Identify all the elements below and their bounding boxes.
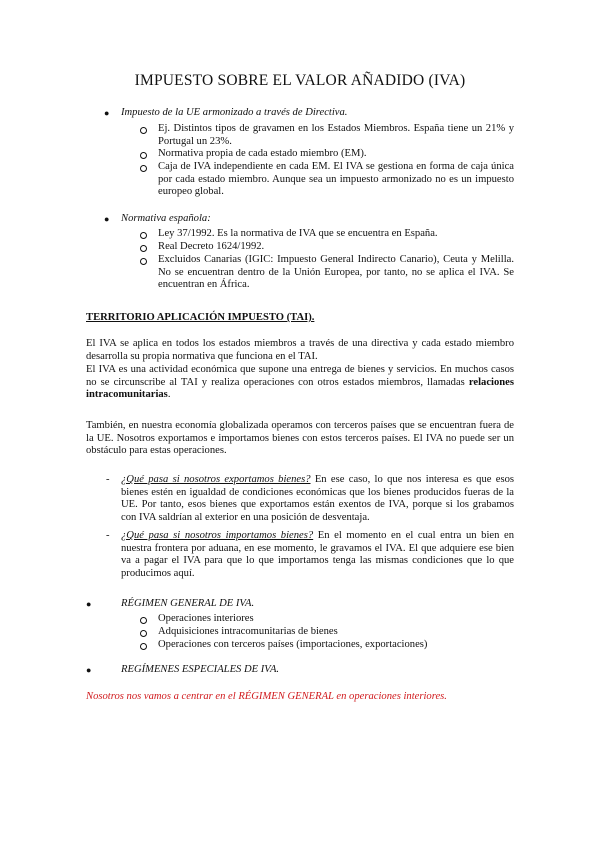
bullet-dot: ● — [104, 108, 110, 118]
answer-text: En ese caso, lo que nos interesa es que esos bienes estén en igualdad de condiciones económicas que los bienes producidos fueras de la UE. Por tanto, esos bienes que exportamos están exentos de IVA, porque si los grabamos con IVA saldrían al exterior en una posición de desventaja. — [121, 474, 515, 523]
section1-heading: Impuesto de la UE armonizado a través de Directiva. — [121, 107, 348, 118]
regimen-item: Operaciones interiores — [158, 613, 254, 624]
regimen-item: Adquisiciones intracomunitarias de bienes — [158, 626, 338, 637]
circle-bullet-icon — [140, 258, 147, 265]
question-text: ¿Qué pasa si nosotros exportamos bienes? — [121, 474, 311, 485]
regimenes-especiales-heading: REGÍMENES ESPECIALES DE IVA. — [121, 664, 280, 675]
section2-item: Ley 37/1992. Es la normativa de IVA que se encuentra en España. — [158, 228, 438, 239]
circle-bullet-icon — [140, 127, 147, 134]
bullet-dot: ● — [86, 665, 92, 675]
question-item — [121, 530, 514, 580]
section1-item: Ej. Distintos tipos de gravamen en los Estados Miembros. España tiene un 21% y Portugal un 23%. — [158, 123, 514, 147]
circle-bullet-icon — [140, 232, 147, 239]
circle-bullet-icon — [140, 617, 147, 624]
section2-item: Real Decreto 1624/1992. — [158, 241, 265, 252]
circle-bullet-icon — [140, 152, 147, 159]
question-item — [121, 474, 514, 524]
tai-paragraph-1: El IVA se aplica en todos los estados miembros a través de una directiva y cada estado miembro desarrolla su propia normativa que funciona en el TAI. — [86, 338, 514, 362]
bullet-dot: ● — [86, 599, 92, 609]
section2-item: Excluidos Canarias (IGIC: Impuesto General Indirecto Canario), Ceuta y Melilla. No se encuentran dentro de la Unión Europea, por tanto, no se aplica el IVA. Se encuentran en África. — [158, 254, 514, 291]
section1-item: Caja de IVA independiente en cada EM. El IVA se gestiona en forma de caja única por cada estado miembro. Aunque sea un impuesto armonizado no es un impuesto europeo global. — [158, 161, 514, 198]
note-text: Nosotros nos vamos a centrar en el RÉGIMEN GENERAL en operaciones interiores. — [86, 691, 447, 702]
answer-text: En el momento en el cual entra un bien en nuestra frontera por aduana, en ese momento, le gravamos el IVA. El que adquiere ese bien va a pagar el IVA para que lo que importamos tenga las mismas condiciones que lo que producimos aquí. — [121, 530, 514, 579]
regimen-general-heading: RÉGIMEN GENERAL DE IVA. — [121, 598, 255, 609]
section1-item: Normativa propia de cada estado miembro (EM). — [158, 148, 367, 159]
dash-bullet: - — [106, 474, 110, 485]
tai-paragraph-3: También, en nuestra economía globalizada operamos con terceros países que se encuentran fuera de la UE. Nosotros exportamos e importamos bienes con estos terceros países. El IVA no puede ser un obstáculo para estas operaciones. — [86, 420, 514, 457]
bullet-dot: ● — [104, 214, 110, 224]
question-text: ¿Qué pasa si nosotros importamos bienes? — [121, 530, 314, 541]
tai-paragraph-2-text: El IVA es una actividad económica que supone una entrega de bienes y servicios. En muchos casos no se circunscribe al TAI y realiza operaciones con otros estados miembros, llamadas — [86, 364, 514, 388]
circle-bullet-icon — [140, 245, 147, 252]
tai-heading: TERRITORIO APLICACIÓN IMPUESTO (TAI). — [86, 312, 315, 323]
circle-bullet-icon — [140, 165, 147, 172]
circle-bullet-icon — [140, 643, 147, 650]
tai-paragraph-2-end: . — [167, 389, 171, 401]
regimen-item: Operaciones con terceros países (importaciones, exportaciones) — [158, 639, 428, 650]
circle-bullet-icon — [140, 630, 147, 637]
dash-bullet: - — [106, 530, 110, 541]
page-title: IMPUESTO SOBRE EL VALOR AÑADIDO (IVA) — [134, 72, 466, 89]
section2-heading: Normativa española: — [121, 213, 211, 224]
relaciones-intracomunitarias: relaciones intracomunitarias — [86, 376, 514, 401]
tai-paragraph-2 — [86, 364, 514, 402]
